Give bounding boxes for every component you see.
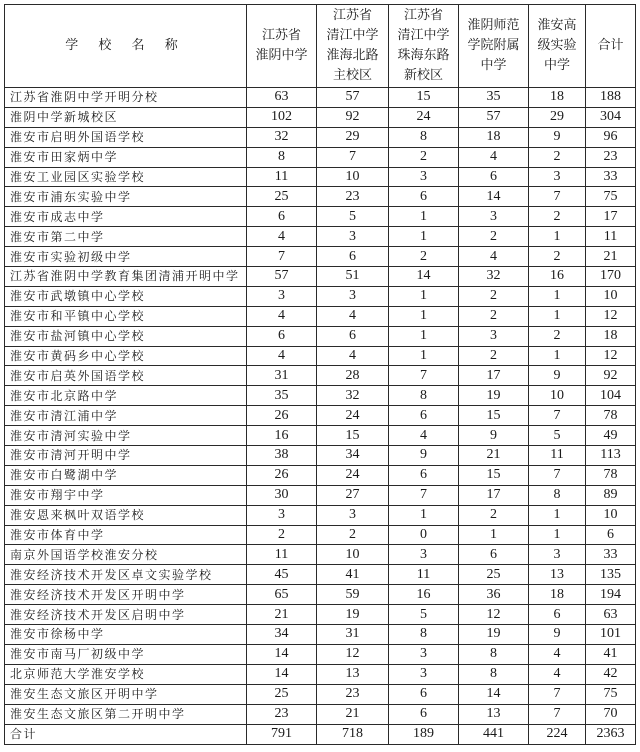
quota-cell: 7: [529, 465, 586, 485]
quota-cell: 7: [389, 366, 459, 386]
school-name-cell: 淮安市清河开明中学: [5, 446, 247, 466]
quota-cell: 10: [529, 386, 586, 406]
quota-cell: 3: [317, 505, 389, 525]
quota-cell: 31: [317, 625, 389, 645]
row-total-cell: 75: [586, 187, 636, 207]
table-row: [5, 605, 636, 625]
column-header-normal-affiliated: 淮阴师范 学院附属 中学: [459, 5, 529, 88]
allocation-table-container: [4, 4, 636, 745]
school-name-cell: 淮安市清江浦中学: [5, 406, 247, 426]
row-total-cell: 75: [586, 684, 636, 704]
quota-cell: 51: [317, 267, 389, 287]
quota-cell: 1: [529, 286, 586, 306]
quota-cell: 3: [389, 644, 459, 664]
table-row: [5, 286, 636, 306]
table-row: [5, 306, 636, 326]
row-total-cell: 78: [586, 465, 636, 485]
table-row: [5, 426, 636, 446]
quota-cell: 0: [389, 525, 459, 545]
quota-cell: 1: [389, 326, 459, 346]
quota-cell: 25: [247, 684, 317, 704]
quota-cell: 25: [459, 565, 529, 585]
quota-cell: 791: [247, 724, 317, 744]
quota-cell: 4: [247, 306, 317, 326]
school-name-cell: 淮安市成志中学: [5, 207, 247, 227]
table-row: [5, 585, 636, 605]
table-row: [5, 346, 636, 366]
row-total-cell: 304: [586, 107, 636, 127]
quota-cell: 1: [529, 525, 586, 545]
quota-cell: 5: [389, 605, 459, 625]
quota-cell: 3: [247, 286, 317, 306]
quota-cell: 3: [529, 545, 586, 565]
school-name-cell: 淮安经济技术开发区启明中学: [5, 605, 247, 625]
quota-cell: 14: [247, 664, 317, 684]
quota-cell: 1: [529, 227, 586, 247]
table-row: [5, 147, 636, 167]
quota-cell: 3: [317, 227, 389, 247]
row-total-cell: 170: [586, 267, 636, 287]
table-row: [5, 485, 636, 505]
quota-cell: 1: [459, 525, 529, 545]
column-header-huaiyin-high: 江苏省 淮阴中学: [247, 5, 317, 88]
quota-cell: 8: [247, 147, 317, 167]
quota-cell: 16: [529, 267, 586, 287]
column-header-qingjiang-north: 江苏省 清江中学 淮海北路 主校区: [317, 5, 389, 88]
table-row: [5, 88, 636, 108]
quota-cell: 16: [389, 585, 459, 605]
quota-cell: 4: [389, 426, 459, 446]
quota-cell: 4: [247, 346, 317, 366]
table-row: [5, 227, 636, 247]
quota-cell: 19: [459, 625, 529, 645]
table-body: [5, 88, 636, 745]
quota-cell: 21: [459, 446, 529, 466]
table-row: [5, 664, 636, 684]
quota-cell: 35: [247, 386, 317, 406]
row-total-cell: 41: [586, 644, 636, 664]
quota-cell: 12: [459, 605, 529, 625]
quota-cell: 34: [247, 625, 317, 645]
quota-cell: 38: [247, 446, 317, 466]
school-name-cell: 淮安市浦东实验中学: [5, 187, 247, 207]
quota-cell: 3: [389, 167, 459, 187]
quota-cell: 1: [529, 505, 586, 525]
school-name-cell: 淮安工业园区实验学校: [5, 167, 247, 187]
quota-cell: 4: [317, 346, 389, 366]
total-row: [5, 724, 636, 744]
quota-cell: 224: [529, 724, 586, 744]
quota-cell: 24: [389, 107, 459, 127]
quota-cell: 4: [459, 147, 529, 167]
quota-cell: 6: [317, 326, 389, 346]
quota-cell: 19: [459, 386, 529, 406]
quota-cell: 92: [317, 107, 389, 127]
quota-cell: 13: [459, 704, 529, 724]
school-name-cell: 淮安市北京路中学: [5, 386, 247, 406]
row-total-cell: 63: [586, 605, 636, 625]
quota-cell: 5: [317, 207, 389, 227]
header-row: [5, 5, 636, 88]
quota-cell: 4: [529, 644, 586, 664]
table-row: [5, 525, 636, 545]
school-name-cell: 淮安市体育中学: [5, 525, 247, 545]
table-row: [5, 565, 636, 585]
quota-cell: 6: [389, 187, 459, 207]
quota-cell: 9: [529, 127, 586, 147]
quota-cell: 2: [529, 326, 586, 346]
quota-cell: 2: [389, 247, 459, 267]
row-total-cell: 188: [586, 88, 636, 108]
quota-cell: 57: [247, 267, 317, 287]
quota-cell: 15: [459, 406, 529, 426]
quota-cell: 26: [247, 406, 317, 426]
row-total-cell: 194: [586, 585, 636, 605]
school-name-cell: 淮安市南马厂初级中学: [5, 644, 247, 664]
quota-cell: 3: [247, 505, 317, 525]
row-total-cell: 89: [586, 485, 636, 505]
quota-cell: 21: [317, 704, 389, 724]
quota-cell: 2: [459, 227, 529, 247]
quota-cell: 2: [389, 147, 459, 167]
row-total-cell: 23: [586, 147, 636, 167]
table-row: [5, 704, 636, 724]
quota-cell: 32: [317, 386, 389, 406]
column-header-huaian-senior: 淮安高 级实验 中学: [529, 5, 586, 88]
table-row: [5, 446, 636, 466]
quota-cell: 8: [389, 625, 459, 645]
quota-cell: 29: [317, 127, 389, 147]
quota-cell: 1: [389, 286, 459, 306]
school-name-cell: 淮安经济技术开发区卓文实验学校: [5, 565, 247, 585]
quota-cell: 14: [459, 187, 529, 207]
table-row: [5, 127, 636, 147]
quota-cell: 8: [389, 386, 459, 406]
quota-cell: 23: [317, 684, 389, 704]
quota-cell: 1: [389, 227, 459, 247]
quota-cell: 6: [317, 247, 389, 267]
row-total-cell: 12: [586, 346, 636, 366]
school-name-cell: 淮安经济技术开发区开明中学: [5, 585, 247, 605]
table-row: [5, 465, 636, 485]
row-total-cell: 11: [586, 227, 636, 247]
school-name-cell: 淮安市盐河镇中心学校: [5, 326, 247, 346]
school-name-cell: 淮安市武墩镇中心学校: [5, 286, 247, 306]
quota-cell: 7: [529, 187, 586, 207]
quota-cell: 17: [459, 366, 529, 386]
quota-cell: 18: [529, 88, 586, 108]
quota-cell: 63: [247, 88, 317, 108]
column-header-qingjiang-east: 江苏省 清江中学 珠海东路 新校区: [389, 5, 459, 88]
school-name-cell: 江苏省淮阴中学开明分校: [5, 88, 247, 108]
row-total-cell: 49: [586, 426, 636, 446]
school-name-cell: 淮安市启明外国语学校: [5, 127, 247, 147]
quota-cell: 11: [247, 167, 317, 187]
quota-cell: 6: [459, 545, 529, 565]
quota-cell: 2: [529, 247, 586, 267]
quota-cell: 31: [247, 366, 317, 386]
quota-cell: 2: [529, 147, 586, 167]
quota-cell: 59: [317, 585, 389, 605]
school-name-cell: 淮安生态文旅区第二开明中学: [5, 704, 247, 724]
quota-cell: 11: [529, 446, 586, 466]
row-total-cell: 96: [586, 127, 636, 147]
quota-cell: 35: [459, 88, 529, 108]
quota-cell: 29: [529, 107, 586, 127]
school-name-cell: 淮阴中学新城校区: [5, 107, 247, 127]
school-name-cell: 淮安市实验初级中学: [5, 247, 247, 267]
quota-cell: 1: [389, 346, 459, 366]
table-row: [5, 625, 636, 645]
quota-cell: 27: [317, 485, 389, 505]
row-total-cell: 17: [586, 207, 636, 227]
quota-cell: 9: [529, 366, 586, 386]
quota-cell: 17: [459, 485, 529, 505]
quota-cell: 1: [529, 306, 586, 326]
quota-cell: 15: [459, 465, 529, 485]
quota-cell: 41: [317, 565, 389, 585]
table-row: [5, 107, 636, 127]
row-total-cell: 104: [586, 386, 636, 406]
table-row: [5, 326, 636, 346]
quota-cell: 32: [247, 127, 317, 147]
quota-cell: 5: [529, 426, 586, 446]
quota-cell: 65: [247, 585, 317, 605]
quota-cell: 12: [317, 644, 389, 664]
quota-cell: 4: [459, 247, 529, 267]
quota-cell: 2: [247, 525, 317, 545]
quota-cell: 25: [247, 187, 317, 207]
quota-cell: 30: [247, 485, 317, 505]
quota-cell: 1: [529, 346, 586, 366]
quota-cell: 15: [317, 426, 389, 446]
column-header-school-name: 学 校 名 称: [5, 5, 247, 88]
quota-cell: 57: [459, 107, 529, 127]
school-name-cell: 淮安市徐杨中学: [5, 625, 247, 645]
quota-cell: 11: [389, 565, 459, 585]
school-name-cell: 淮安恩来枫叶双语学校: [5, 505, 247, 525]
quota-cell: 6: [389, 465, 459, 485]
quota-cell: 13: [529, 565, 586, 585]
quota-cell: 24: [317, 465, 389, 485]
quota-cell: 14: [459, 684, 529, 704]
table-row: [5, 366, 636, 386]
row-total-cell: 33: [586, 545, 636, 565]
quota-cell: 102: [247, 107, 317, 127]
quota-cell: 8: [459, 644, 529, 664]
quota-cell: 3: [317, 286, 389, 306]
quota-cell: 9: [529, 625, 586, 645]
quota-cell: 6: [247, 326, 317, 346]
total-label: 合计: [5, 724, 247, 744]
quota-cell: 36: [459, 585, 529, 605]
school-name-cell: 江苏省淮阴中学教育集团清浦开明中学: [5, 267, 247, 287]
quota-cell: 6: [459, 167, 529, 187]
quota-cell: 441: [459, 724, 529, 744]
quota-cell: 16: [247, 426, 317, 446]
quota-cell: 6: [389, 704, 459, 724]
row-total-cell: 70: [586, 704, 636, 724]
quota-cell: 1: [389, 505, 459, 525]
quota-cell: 3: [389, 664, 459, 684]
quota-cell: 8: [459, 664, 529, 684]
quota-cell: 18: [459, 127, 529, 147]
quota-cell: 6: [247, 207, 317, 227]
quota-cell: 14: [389, 267, 459, 287]
row-total-cell: 18: [586, 326, 636, 346]
quota-cell: 7: [529, 704, 586, 724]
quota-cell: 19: [317, 605, 389, 625]
school-name-cell: 淮安市田家炳中学: [5, 147, 247, 167]
quota-cell: 23: [247, 704, 317, 724]
table-row: [5, 267, 636, 287]
quota-cell: 2: [459, 306, 529, 326]
row-total-cell: 92: [586, 366, 636, 386]
quota-cell: 18: [529, 585, 586, 605]
table-row: [5, 247, 636, 267]
quota-cell: 10: [317, 167, 389, 187]
row-total-cell: 78: [586, 406, 636, 426]
table-row: [5, 545, 636, 565]
table-row: [5, 167, 636, 187]
row-total-cell: 42: [586, 664, 636, 684]
column-header-total: 合计: [586, 5, 636, 88]
row-total-cell: 10: [586, 505, 636, 525]
quota-cell: 3: [389, 545, 459, 565]
quota-cell: 23: [317, 187, 389, 207]
school-name-cell: 淮安市黄码乡中心学校: [5, 346, 247, 366]
table-row: [5, 187, 636, 207]
quota-cell: 8: [389, 127, 459, 147]
school-name-cell: 淮安市翔宇中学: [5, 485, 247, 505]
quota-cell: 2: [459, 346, 529, 366]
school-name-cell: 北京师范大学淮安学校: [5, 664, 247, 684]
quota-cell: 28: [317, 366, 389, 386]
school-name-cell: 淮安市清河实验中学: [5, 426, 247, 446]
row-total-cell: 113: [586, 446, 636, 466]
table-row: [5, 386, 636, 406]
row-total-cell: 101: [586, 625, 636, 645]
quota-cell: 24: [317, 406, 389, 426]
quota-cell: 1: [389, 306, 459, 326]
table-row: [5, 207, 636, 227]
school-name-cell: 淮安市启英外国语学校: [5, 366, 247, 386]
quota-cell: 9: [459, 426, 529, 446]
quota-cell: 7: [317, 147, 389, 167]
school-name-cell: 淮安市和平镇中心学校: [5, 306, 247, 326]
quota-cell: 8: [529, 485, 586, 505]
row-total-cell: 2363: [586, 724, 636, 744]
row-total-cell: 6: [586, 525, 636, 545]
school-name-cell: 淮安生态文旅区开明中学: [5, 684, 247, 704]
row-total-cell: 12: [586, 306, 636, 326]
row-total-cell: 135: [586, 565, 636, 585]
quota-cell: 6: [389, 684, 459, 704]
quota-cell: 34: [317, 446, 389, 466]
quota-cell: 6: [529, 605, 586, 625]
school-name-cell: 淮安市白鹭湖中学: [5, 465, 247, 485]
quota-cell: 2: [317, 525, 389, 545]
quota-cell: 2: [529, 207, 586, 227]
quota-cell: 45: [247, 565, 317, 585]
table-row: [5, 684, 636, 704]
quota-cell: 7: [529, 684, 586, 704]
quota-cell: 4: [317, 306, 389, 326]
quota-cell: 7: [247, 247, 317, 267]
quota-cell: 7: [389, 485, 459, 505]
quota-cell: 4: [247, 227, 317, 247]
quota-cell: 3: [529, 167, 586, 187]
quota-cell: 57: [317, 88, 389, 108]
quota-cell: 4: [529, 664, 586, 684]
school-allocation-table: [4, 4, 636, 745]
school-name-cell: 淮安市第二中学: [5, 227, 247, 247]
quota-cell: 15: [389, 88, 459, 108]
table-row: [5, 505, 636, 525]
row-total-cell: 33: [586, 167, 636, 187]
quota-cell: 32: [459, 267, 529, 287]
quota-cell: 3: [459, 207, 529, 227]
quota-cell: 14: [247, 644, 317, 664]
quota-cell: 21: [247, 605, 317, 625]
quota-cell: 26: [247, 465, 317, 485]
quota-cell: 189: [389, 724, 459, 744]
row-total-cell: 21: [586, 247, 636, 267]
quota-cell: 3: [459, 326, 529, 346]
table-row: [5, 406, 636, 426]
quota-cell: 2: [459, 286, 529, 306]
table-row: [5, 644, 636, 664]
quota-cell: 13: [317, 664, 389, 684]
quota-cell: 718: [317, 724, 389, 744]
quota-cell: 6: [389, 406, 459, 426]
row-total-cell: 10: [586, 286, 636, 306]
quota-cell: 11: [247, 545, 317, 565]
quota-cell: 10: [317, 545, 389, 565]
quota-cell: 7: [529, 406, 586, 426]
quota-cell: 1: [389, 207, 459, 227]
quota-cell: 2: [459, 505, 529, 525]
quota-cell: 9: [389, 446, 459, 466]
school-name-cell: 南京外国语学校淮安分校: [5, 545, 247, 565]
